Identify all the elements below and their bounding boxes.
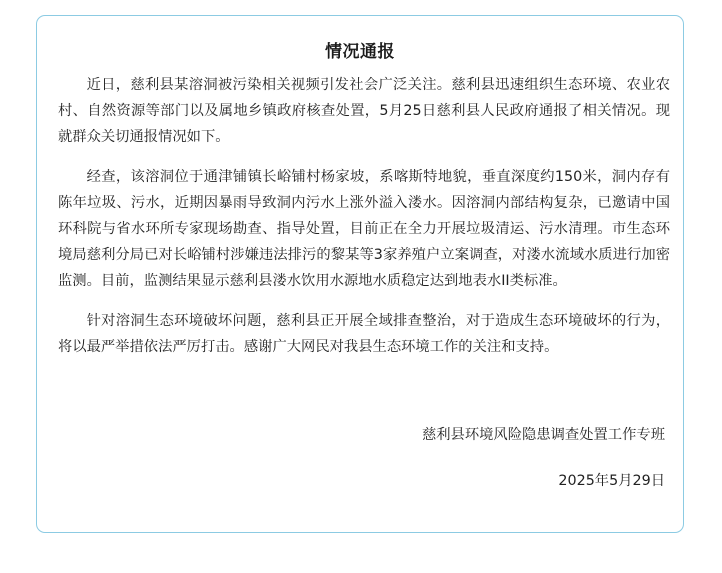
issuer-signature: 慈利县环境风险隐患调查处置工作专班 [421, 427, 665, 443]
notice-title: 情况通报 [325, 42, 395, 62]
issue-date: 2025年5月29日 [558, 473, 665, 489]
notice-paragraph-3: 针对溶洞生态环境破坏问题，慈利县正开展全域排查整治，对于造成生态环境破坏的行为，将以最严举措依法严厉打击。感谢广大网民对我县生态环境工作的关注和支持。 [58, 313, 670, 355]
notice-paragraph-1: 近日，慈利县某溶洞被污染相关视频引发社会广泛关注。慈利县迅速组织生态环境、农业农村、自然资源等部门以及属地乡镇政府核查处置，5月25日慈利县人民政府通报了相关情况。现就群众关切通报情况如下。 [58, 77, 670, 145]
notice-body [58, 72, 670, 374]
notice-card [36, 15, 684, 533]
notice-paragraph-2: 经查，该溶洞位于通津铺镇长峪铺村杨家坡，系喀斯特地貌，垂直深度约150米，洞内存有陈年垃圾、污水，近期因暴雨导致洞内污水上涨外溢入溇水。因溶洞内部结构复杂，已邀请中国环科院与省水环所专家现场勘查、指导处置，目前正在全力开展垃圾清运、污水清理。市生态环境局慈利分局已对长峪铺村涉嫌违法排污的黎某等3家养殖户立案调查，对溇水流域水质进行加密监测。目前，监测结果显示慈利县溇水饮用水源地水质稳定达到地表水II类标准。 [58, 169, 670, 289]
